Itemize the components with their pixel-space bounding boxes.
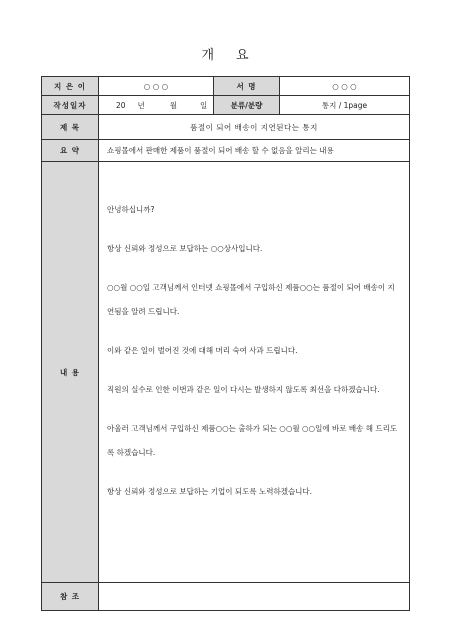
document-title-second: 요 (236, 48, 249, 63)
content-paragraph: 항상 신뢰와 정성으로 보답하는 ○○상사입니다. (107, 244, 263, 253)
category-value: 통지 / 1page (280, 96, 410, 115)
reference-label: 참 조 (42, 583, 99, 611)
summary-row (42, 140, 410, 162)
subject-row (42, 115, 410, 140)
subject-label: 제 목 (42, 115, 99, 140)
overview-form-table (41, 76, 410, 611)
author-label: 지 은 이 (42, 77, 99, 96)
author-row (42, 77, 410, 96)
date-month-unit: 월 (169, 100, 178, 110)
category-label: 분류/분량 (214, 96, 280, 115)
date-year-unit: 년 (137, 100, 145, 110)
summary-value: 쇼핑몰에서 판매한 제품이 품절이 되어 배송 할 수 없음을 알리는 내용 (99, 140, 410, 162)
content-paragraph: 안녕하십니까? (107, 205, 155, 214)
content-paragraph: 아울러 고객님께서 구입하신 제품○○는 출하가 되는 ○○월 ○○일에 바로 배송 해 드리도록 하겠습니다. (107, 424, 398, 457)
reference-row (42, 583, 410, 611)
date-row (42, 96, 410, 115)
date-day-unit: 일 (200, 100, 208, 110)
subject-value: 품절이 되어 배송이 지연된다는 통지 (99, 115, 410, 140)
content-body (99, 162, 410, 583)
content-paragraph: 직원의 실수로 인한 이번과 같은 일이 다시는 발생하지 않도록 최선을 다하겠습니다. (107, 385, 380, 394)
date-value (99, 96, 214, 115)
date-label: 작성일자 (42, 96, 99, 115)
signature-value: ○ ○ ○ (280, 77, 410, 96)
summary-label: 요 약 (42, 140, 99, 162)
reference-value (99, 583, 410, 611)
document-title-first: 개 (201, 48, 214, 63)
content-paragraph: 항상 신뢰와 정성으로 보답하는 기업이 되도록 노력하겠습니다. (107, 487, 313, 496)
content-label: 내 용 (42, 162, 99, 583)
date-year: 20 (116, 100, 126, 110)
content-row (42, 162, 410, 583)
author-value: ○ ○ ○ (99, 77, 214, 96)
signature-label: 서 명 (214, 77, 280, 96)
content-paragraph: 이와 같은 일이 벌어진 것에 대해 머리 숙여 사과 드립니다. (107, 346, 298, 355)
content-paragraph: ○○월 ○○일 고객님께서 인터넷 쇼핑몰에서 구입하신 제품○○는 품절이 되어 배송이 지연됨을 알려 드립니다. (107, 283, 395, 316)
document-title (0, 44, 450, 63)
